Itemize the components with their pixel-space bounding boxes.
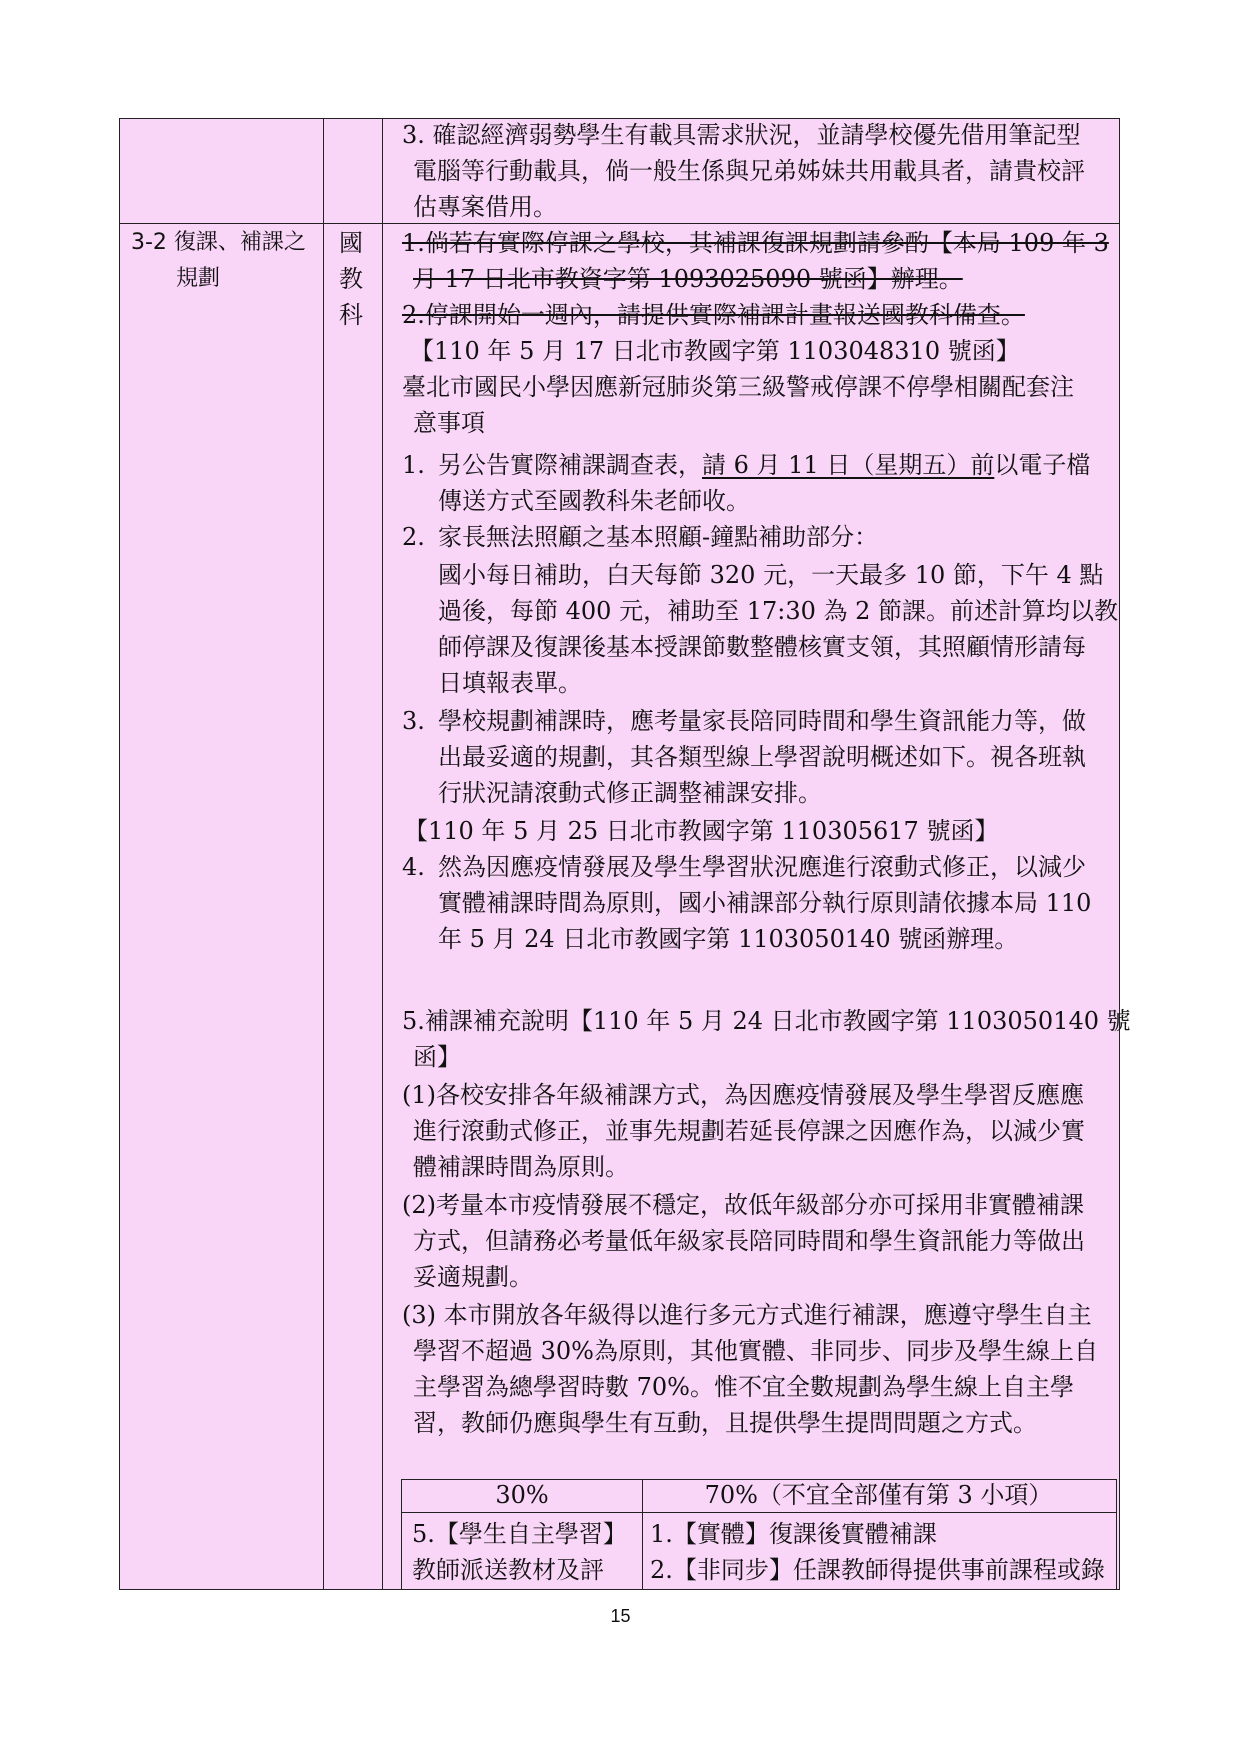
struck-text: 1.倘若有實際停課之學校，其補課復課規劃請參酌【本局 109 年 3 bbox=[402, 229, 1109, 257]
row-divider bbox=[120, 223, 1119, 224]
notice-reference: 【110 年 5 月 17 日北市教國字第 1103048310 號函】 bbox=[410, 337, 1020, 365]
paragraph-line: 習，教師仍應與學生有互動，且提供學生提問問題之方式。 bbox=[413, 1409, 1037, 1437]
list-item-text: 然為因應疫情發展及學生學習狀況應進行滾動式修正，以減少 bbox=[438, 853, 1086, 881]
notice-title: 意事項 bbox=[413, 409, 485, 437]
table-cell-text: 2.【非同步】任課教師得提供事前課程或錄 bbox=[650, 1556, 1105, 1584]
section-heading: 5.補課補充說明【110 年 5 月 24 日北市教國字第 1103050140 號 bbox=[402, 1007, 1131, 1035]
row-top-line: 3. 確認經濟弱勢學生有載具需求狀況，並請學校優先借用筆記型 bbox=[402, 121, 1081, 149]
header-30-percent: 30% bbox=[495, 1481, 549, 1509]
list-item-text: 師停課及復課後基本授課節數整體核實支領，其照顧情形請每 bbox=[438, 633, 1086, 661]
list-item-text: 行狀況請滾動式修正調整補課安排。 bbox=[438, 779, 822, 807]
list-number: 3. bbox=[402, 707, 425, 735]
paragraph-line: 學習不超過 30%為原則，其他實體、非同步、同步及學生線上自 bbox=[413, 1337, 1098, 1365]
header-70-percent: 70%（不宜全部僅有第 3 小項） bbox=[704, 1481, 1053, 1509]
table-cell-text: 5.【學生自主學習】 bbox=[412, 1520, 627, 1548]
paragraph-line: (3) 本市開放各年級得以進行多元方式進行補課，應遵守學生自主 bbox=[402, 1301, 1092, 1329]
paragraph-line: 進行滾動式修正，並事先規劃若延長停課之因應作為，以減少實 bbox=[413, 1117, 1085, 1145]
list-item-text: 學校規劃補課時，應考量家長陪同時間和學生資訊能力等，做 bbox=[438, 707, 1086, 735]
list-item-text: 過後，每節 400 元，補助至 17:30 為 2 節課。前述計算均以教 bbox=[438, 597, 1119, 625]
plan-table bbox=[119, 118, 1131, 1590]
notice-title: 臺北市國民小學因應新冠肺炎第三級警戒停課不停學相關配套注 bbox=[402, 373, 1074, 401]
unit-char: 國 bbox=[339, 229, 363, 257]
item-title: 規劃 bbox=[176, 266, 221, 291]
paragraph-line: 方式，但請務必考量低年級家長陪同時間和學生資訊能力等做出 bbox=[413, 1227, 1085, 1255]
row-top-line: 電腦等行動載具，倘一般生係與兄弟姊妹共用載具者，請貴校評 bbox=[413, 157, 1085, 185]
paragraph-line: (1)各校安排各年級補課方式，為因應疫情發展及學生學習反應應 bbox=[402, 1081, 1084, 1109]
struck-text: 2.停課開始一週內，請提供實際補課計畫報送國教科備查。 bbox=[402, 301, 1025, 329]
table-cell-text: 1.【實體】復課後實體補課 bbox=[650, 1520, 937, 1548]
list-number: 4. bbox=[402, 853, 425, 881]
notice-reference: 【110 年 5 月 25 日北市教國字第 110305617 號函】 bbox=[404, 817, 999, 845]
list-number: 1. bbox=[402, 451, 425, 479]
list-item-text: 家長無法照顧之基本照顧-鐘點補助部分： bbox=[438, 523, 879, 551]
list-item-text: 年 5 月 24 日北市教國字第 1103050140 號函辦理。 bbox=[438, 925, 1019, 953]
row-top-line: 估專案借用。 bbox=[413, 193, 557, 221]
list-item-text: 國小每日補助，白天每節 320 元，一天最多 10 節，下午 4 點 bbox=[438, 561, 1104, 589]
section-heading: 函】 bbox=[413, 1043, 461, 1071]
column-divider bbox=[323, 119, 324, 1589]
list-item-text: 日填報表單。 bbox=[438, 669, 582, 697]
unit-char: 教 bbox=[339, 265, 363, 293]
unit-char: 科 bbox=[339, 301, 363, 329]
table-cell-text: 教師派送教材及評 bbox=[412, 1556, 604, 1584]
list-number: 2. bbox=[402, 523, 425, 551]
allocation-table bbox=[401, 1479, 1117, 1590]
column-divider bbox=[382, 119, 383, 1589]
paragraph-line: 妥適規劃。 bbox=[413, 1263, 533, 1291]
paragraph-line: 主學習為總學習時數 70%。惟不宜全數規劃為學生線上自主學 bbox=[413, 1373, 1074, 1401]
struck-text: 月 17 日北市教資字第 1093025090 號函】辦理。 bbox=[413, 265, 963, 293]
paragraph-line: 體補課時間為原則。 bbox=[413, 1153, 629, 1181]
list-item-text: 另公告實際補課調查表，請 6 月 11 日（星期五）前以電子檔 bbox=[438, 451, 1091, 479]
page-number: 15 bbox=[610, 1606, 631, 1626]
list-item-text: 出最妥適的規劃，其各類型線上學習說明概述如下。視各班執 bbox=[438, 743, 1086, 771]
paragraph-line: (2)考量本市疫情發展不穩定，故低年級部分亦可採用非實體補課 bbox=[402, 1191, 1084, 1219]
item-title: 3-2 復課、補課之 bbox=[131, 230, 306, 255]
list-item-text: 實體補課時間為原則，國小補課部分執行原則請依據本局 110 bbox=[438, 889, 1092, 917]
list-item-text: 傳送方式至國教科朱老師收。 bbox=[438, 487, 750, 515]
